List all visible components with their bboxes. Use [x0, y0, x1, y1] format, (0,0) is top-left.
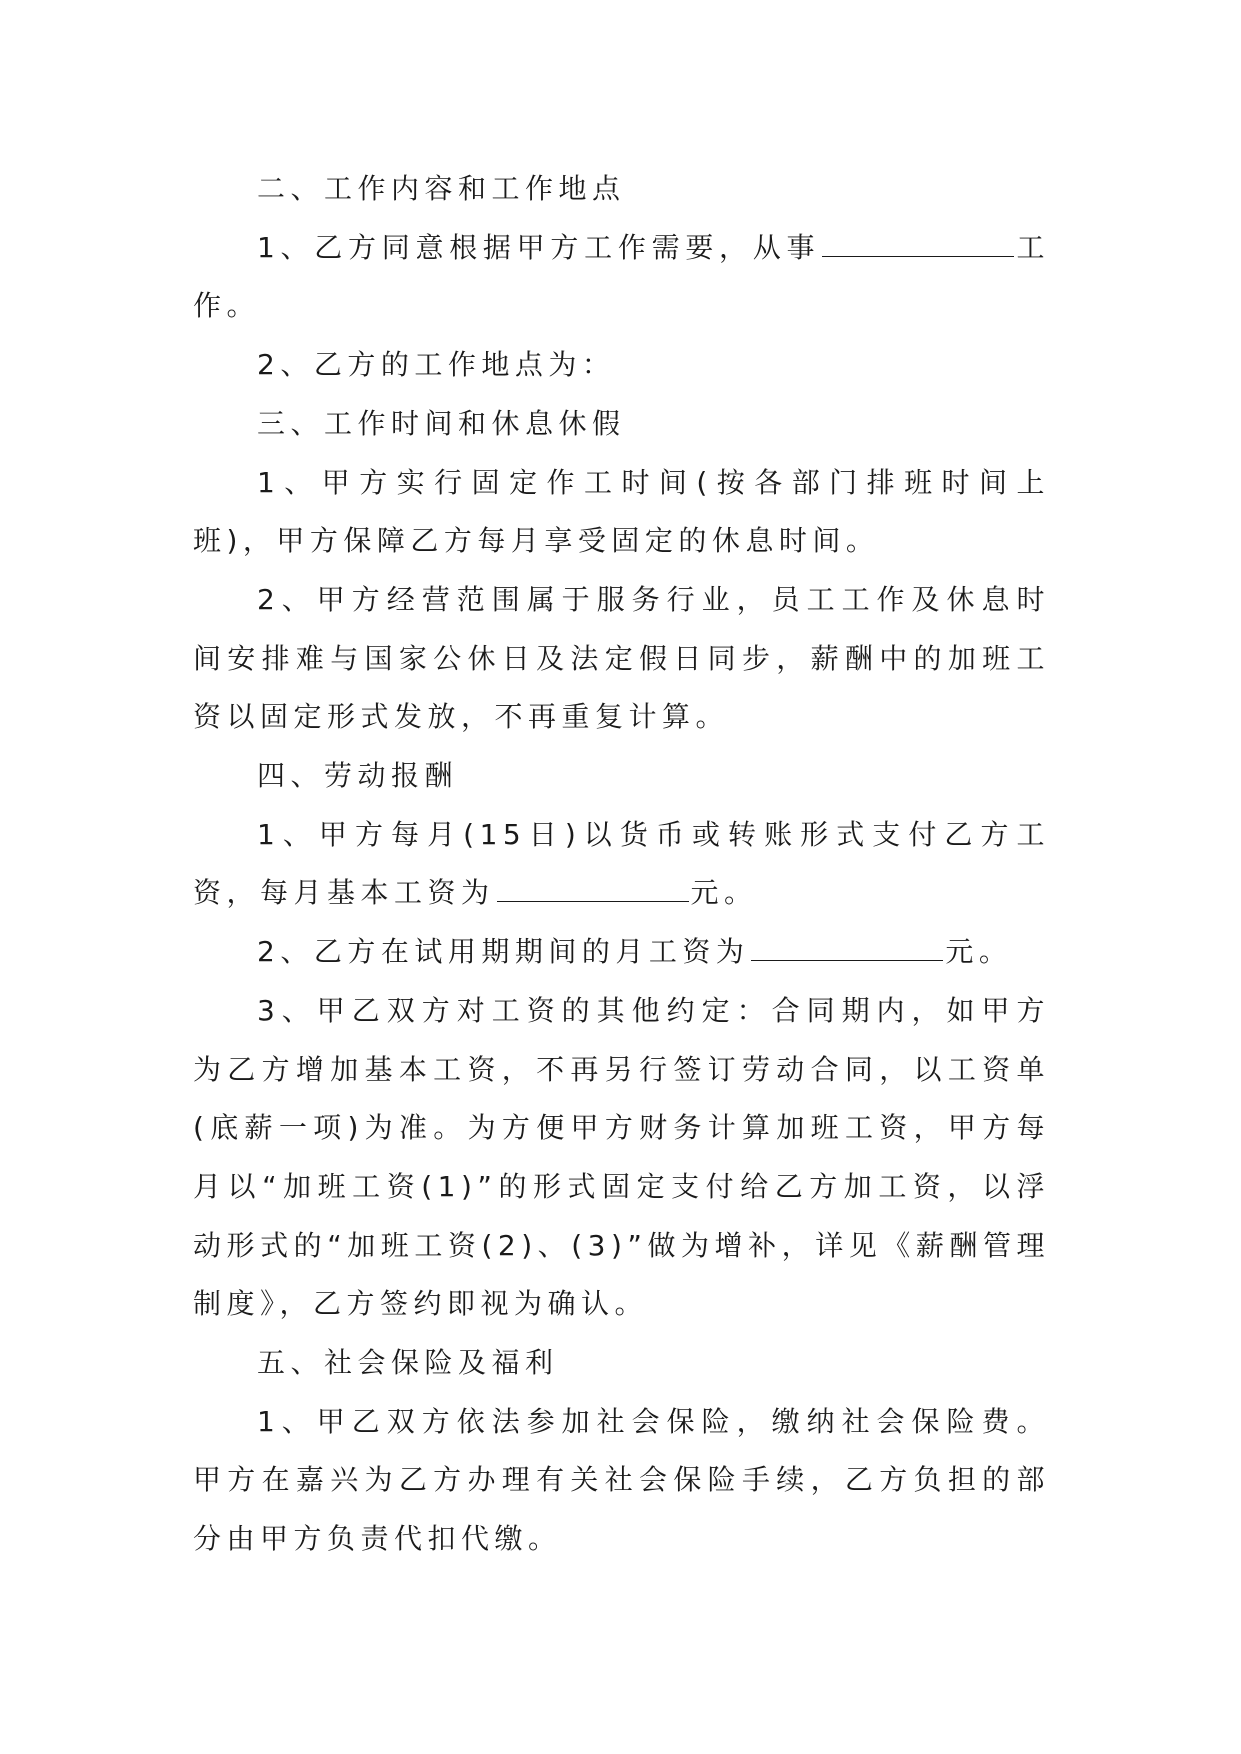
- clause-text: 元。: [945, 935, 1013, 969]
- clause-text: 工作。: [193, 230, 1050, 323]
- clause-fixed-hours: 1、甲方实行固定作工时间(按各部门排班时间上班)，甲方保障乙方每月享受固定的休息时间。: [193, 465, 1050, 558]
- clause-social-insurance: 1、甲乙双方依法参加社会保险，缴纳社会保险费。甲方在嘉兴为乙方办理有关社会保险手续，乙方负担的部分由甲方负责代扣代缴。: [193, 1404, 1050, 1556]
- clause-probation-pay: [193, 923, 1050, 982]
- clause-text: 2、乙方在试用期期间的月工资为: [257, 935, 750, 969]
- clause-text: 1、乙方同意根据甲方工作需要，从事: [257, 230, 821, 264]
- clause-other-pay-terms: 3、甲乙双方对工资的其他约定：合同期内，如甲方为乙方增加基本工资，不再另行签订劳动合同，以工资单(底薪一项)为准。为方便甲方财务计算加班工资，甲方每月以“加班工资(1)”的形式固定支付给乙方加工资，以浮动形式的“加班工资(2)、(3)”做为增补，详见《薪酬管理制度》，乙方签约即视为确认。: [193, 993, 1050, 1321]
- blank-job-field: [822, 234, 1014, 257]
- clause-text: 1、甲方每月(15日)以货币或转账形式支付乙方工资，每月基本工资为: [193, 817, 1050, 910]
- document-page: [193, 160, 1050, 1569]
- blank-probation-salary: [751, 938, 943, 961]
- section-heading-work-hours: 三、工作时间和休息休假: [257, 406, 626, 440]
- clause-monthly-pay: [193, 806, 1050, 923]
- section-heading-work-content: 二、工作内容和工作地点: [257, 172, 626, 205]
- clause-work-location: 2、乙方的工作地点为：: [257, 348, 616, 382]
- section-heading-social-insurance: 五、社会保险及福利: [257, 1346, 559, 1380]
- blank-base-salary: [497, 879, 689, 902]
- clause-job-assignment: [193, 219, 1050, 336]
- clause-service-industry: 2、甲方经营范围属于服务行业，员工工作及休息时间安排难与国家公休日及法定假日同步，薪酬中的加班工资以固定形式发放，不再重复计算。: [193, 582, 1050, 734]
- section-heading-remuneration: 四、劳动报酬: [257, 759, 459, 793]
- clause-text: 元。: [690, 876, 758, 910]
